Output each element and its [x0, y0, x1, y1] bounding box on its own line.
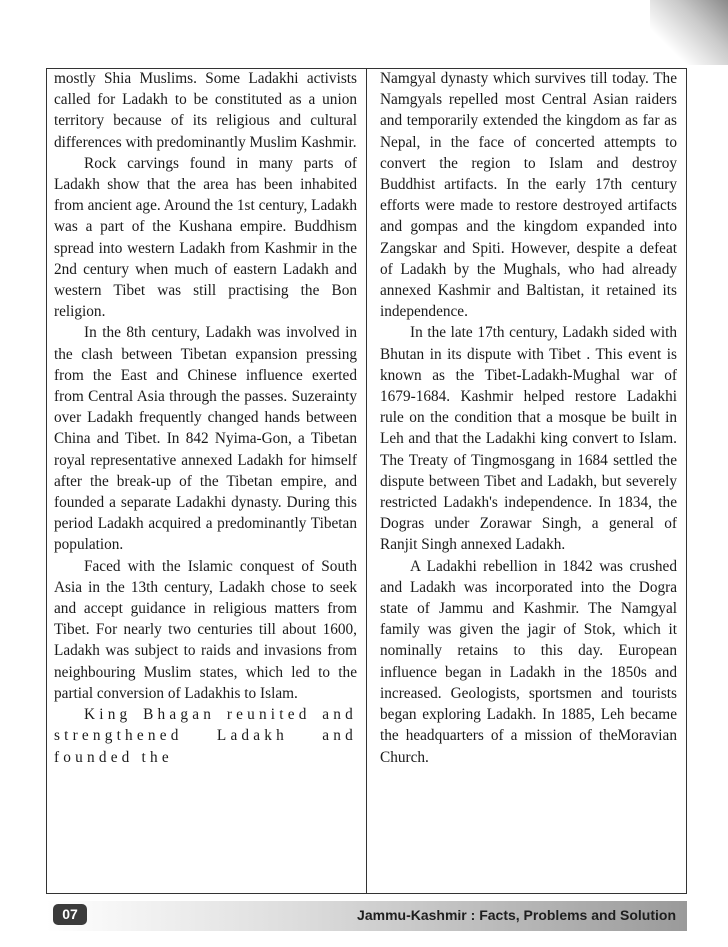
- paragraph: A Ladakhi rebellion in 1842 was crushed and Ladakh was incorporated into the Dogra state of Jammu and Kashmir. The Namgyal family was given the jagir of Stok, which it nominally retains to this day. European influence began in Ladakh in the 1850s and increased. Geologists, sportsmen and tourists began exploring Ladakh. In 1885, Leh became the headquarters of a mission of theMoravian Church.: [380, 557, 677, 766]
- page-number: 07: [53, 904, 87, 925]
- paragraph: Rock carvings found in many parts of Ladakh show that the area has been inhabited from ancient age. Around the 1st century, Ladakh was a part of the Kushana empire. Buddhism spread into western Ladakh from Kashmir in the 2nd century when much of eastern Ladakh and western Tibet was still practising the Bon religion.: [54, 154, 357, 321]
- paragraph: In the late 17th century, Ladakh sided with Bhutan in its dispute with Tibet . This event is known as the Tibet-Ladakh-Mughal war of 1679-1684. Kashmir helped restore Ladakhi rule on the condition that a mosque be built in Leh and that the Ladakhi king convert to Islam. The Treaty of Tingmosgang in 1684 settled the dispute between Tibet and Ladakh, but severely restricted Ladakh's independence. In 1834, the Dogras under Zorawar Singh, a general of Ranjit Singh annexed Ladakh.: [380, 324, 677, 554]
- paragraph: Namgyal dynasty which survives till today. The Namgyals repelled most Central Asian raiders and temporarily extended the kingdom as far as Nepal, in the face of concerted attempts to convert the region to Islam and destroy Buddhist artifacts. In the early 17th century efforts were made to restore destroyed artifacts and gompas and the kingdom expanded into Zangskar and Spiti. However, despite a defeat of Ladakh by the Mughals, who had already annexed Kashmir and Baltistan, it retained its independence.: [380, 70, 677, 321]
- paragraph: In the 8th century, Ladakh was involved in the clash between Tibetan expansion pressing from the East and Chinese influence exerted from Central Asia through the passes. Suzerainty over Ladakh frequently changed hands between China and Tibet. In 842 Nyima-Gon, a Tibetan royal representative annexed Ladakh for himself after the break-up of the Tibetan empire, and founded a separate Ladakhi dynasty. During this period Ladakh acquired a predominantly Tibetan population.: [54, 324, 357, 554]
- corner-decoration: [650, 0, 728, 65]
- paragraph: mostly Shia Muslims. Some Ladakhi activists called for Ladakh to be constituted as a union territory because of its religious and cultural differences with predominantly Muslim Kashmir.: [54, 70, 357, 151]
- footer-title: Jammu-Kashmir : Facts, Problems and Solution: [357, 907, 676, 923]
- paragraph: King Bhagan reunited and strengthened Ladakh and founded the: [54, 706, 357, 766]
- column-divider: [366, 68, 367, 894]
- paragraph: Faced with the Islamic conquest of South Asia in the 13th century, Ladakh chose to seek and accept guidance in religious matters from Tibet. For nearly two centuries till about 1600, Ladakh was subject to raids and invasions from neighbouring Muslim states, which led to the partial conversion of Ladakhis to Islam.: [54, 557, 357, 702]
- left-column: [54, 68, 357, 768]
- right-column: [380, 68, 677, 768]
